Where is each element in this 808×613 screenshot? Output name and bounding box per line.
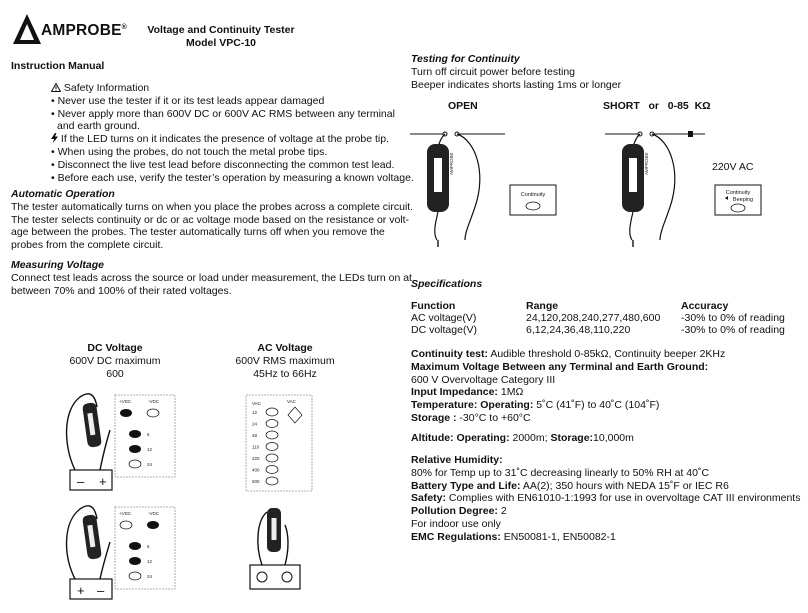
document-title (140, 24, 302, 50)
ac-level-led (266, 454, 278, 462)
spec-details-2 (411, 454, 803, 544)
amprobe-triangle-logo-icon (12, 13, 42, 45)
battery-plus-label: + (77, 583, 85, 598)
safety-item: and earth ground. (57, 120, 140, 133)
ac-vac-label: VAC (287, 399, 296, 404)
safety-section (51, 82, 414, 184)
dc-level-label: 6 (147, 432, 150, 437)
registered-mark: ® (121, 23, 127, 31)
beeping-label: Beeping (732, 197, 754, 203)
ac-voltage-line-1: 600V RMS maximum (235, 354, 335, 367)
ac-level-label: 600 (252, 479, 260, 484)
spec-label: Battery Type and Life: (411, 479, 521, 492)
ac-level-label: 12 (252, 410, 258, 415)
continuity-box-label: Continuity (520, 192, 546, 198)
spec-overvoltage: 600 V Overvoltage Category III (411, 373, 556, 386)
battery-plus-label: + (99, 474, 107, 489)
dc-led-panel (115, 507, 175, 589)
dc-voltage-line-2: 600 (106, 367, 124, 380)
spec-details-1 (411, 348, 803, 425)
ac-level-led (266, 431, 278, 439)
safety-item-led (51, 133, 401, 146)
spec-value: AA(2); 350 hours with NEDA 15˚F or IEC R6 (520, 479, 729, 492)
dc-plus-label: +VDC (119, 511, 132, 516)
ac-level-led (266, 477, 278, 485)
dc-voltage-line-1: 600V DC maximum (69, 354, 161, 367)
open-label: OPEN (448, 100, 478, 112)
dc-level-label: 12 (147, 559, 153, 564)
spec-value: -30°C to +60°C (456, 411, 531, 424)
ac-led-panel-illustration (245, 394, 315, 494)
continuity-box-label: Continuity (725, 190, 751, 196)
dc-voltage-caption (55, 342, 175, 380)
measuring-voltage-section (11, 259, 412, 297)
specifications-heading: Specifications (411, 278, 483, 290)
spec-storage (411, 412, 803, 425)
dc-led-panel (115, 395, 175, 477)
spec-altitude (411, 432, 803, 445)
automatic-operation-line: The tester selects continuity or dc or ac voltage mode based on the resistance or volt- (11, 213, 410, 226)
safety-item: • Never use the tester if it or its test leads appear damaged (51, 94, 325, 107)
spec-safety (411, 492, 803, 505)
ac-level-led (266, 420, 278, 428)
automatic-operation-section (11, 188, 414, 252)
spec-indoor: For indoor use only (411, 517, 501, 530)
ac-level-label: 24 (252, 421, 258, 427)
brand-logo (12, 13, 42, 45)
spec-value: 2 (497, 505, 507, 518)
ac-level-label: 220 (252, 456, 260, 461)
spec-label: Altitude: Operating: (411, 432, 510, 444)
safety-item: • Never apply more than 600V DC or 600V AC RMS between any terminal (51, 107, 395, 120)
measuring-voltage-line: between 70% and 100% of their rated voltages. (11, 284, 232, 297)
measuring-voltage-heading: Measuring Voltage (11, 259, 104, 271)
continuity-line: Beeper indicates shorts lasting 1ms or longer (411, 78, 622, 91)
spec-label: Storage : (411, 411, 457, 424)
dc-level-label: 24 (147, 462, 153, 467)
battery-minus-label: – (97, 583, 105, 598)
spec-emc (411, 531, 803, 544)
dc-level-label: 6 (147, 544, 150, 549)
safety-heading: Safety Information (63, 82, 150, 94)
spec-function-cell: DC voltage(V) (411, 324, 477, 336)
automatic-operation-heading: Automatic Operation (11, 188, 115, 200)
safety-item: • Disconnect the live test lead before disconnecting the common test lead. (51, 158, 395, 171)
dc-level-label: 24 (147, 574, 153, 579)
spec-value: 1MΩ (497, 386, 524, 399)
spec-battery (411, 480, 803, 493)
battery-minus-label: – (77, 474, 85, 489)
spec-humidity-label: Relative Humidity: (411, 454, 503, 466)
spec-accuracy-cell: -30% to 0% of reading (681, 312, 785, 324)
spec-value: 10,000m (593, 432, 634, 444)
spec-header-row (411, 300, 803, 312)
spec-range-cell: 6,12,24,36,48,110,220 (526, 324, 631, 336)
continuity-line: Turn off circuit power before testing (411, 65, 575, 78)
dc-minus-label: -VDC (148, 399, 159, 404)
ac-voltage-line-2: 45Hz to 66Hz (253, 367, 317, 380)
brand-name (41, 22, 127, 41)
dc-voltage-title: DC Voltage (87, 342, 143, 354)
safety-item: • When using the probes, do not touch the metal probe tips. (51, 145, 328, 158)
automatic-operation-line: probes from the complete circuit. (11, 239, 164, 252)
spec-label: Input Impedance: (411, 386, 498, 399)
dc-voltage-illustration-bottom (55, 497, 180, 603)
spec-accuracy-cell: -30% to 0% of reading (681, 324, 785, 336)
spec-temperature (411, 399, 803, 412)
spec-value: 2000m; (509, 432, 551, 444)
ac-level-led (266, 466, 278, 474)
ac-voltage-caption (225, 342, 345, 380)
dc-plus-label: +VDC (119, 399, 132, 404)
continuity-heading: Testing for Continuity (411, 53, 520, 65)
measuring-voltage-line: Connect test leads across the source or load under measurement, the LEDs turn on at (11, 271, 412, 284)
ac-level-label: 400 (252, 467, 260, 473)
spec-label: EMC Regulations: (411, 530, 501, 543)
ac-voltage-title: AC Voltage (257, 342, 313, 354)
spec-col-function: Function (411, 300, 456, 312)
ac-level-led (266, 443, 278, 451)
tester-open-icon (427, 144, 454, 212)
specifications-table (411, 300, 803, 340)
continuity-section (411, 53, 801, 91)
spec-label: Temperature: Operating: (411, 399, 534, 412)
dc-voltage-illustration-top (55, 385, 180, 495)
spec-function-cell: AC voltage(V) (411, 312, 477, 324)
tester-brand-label: AMPROBE (449, 152, 454, 175)
spec-label: Pollution Degree: (411, 505, 498, 518)
spec-label: Storage: (550, 432, 594, 444)
tester-brand-label: AMPROBE (644, 152, 649, 175)
dc-level-label: 12 (147, 447, 153, 452)
safety-heading-row (51, 82, 401, 95)
short-label: SHORT or 0-85 KΩ (603, 100, 711, 112)
spec-value: 5˚C (41˚F) to 40˚C (104˚F) (533, 399, 660, 412)
spec-col-range: Range (526, 300, 559, 312)
continuity-indicator-open (510, 185, 556, 215)
ac-outlet-illustration (245, 500, 315, 600)
automatic-operation-line: age between the probes. The tester automatically turns off when you remove the (11, 226, 385, 239)
lightning-icon (51, 133, 58, 143)
spec-max-voltage: Maximum Voltage Between any Terminal and Earth Ground: (411, 360, 709, 373)
title-line-2: Model VPC-10 (185, 37, 256, 50)
dc-minus-label: -VDC (148, 511, 159, 516)
spec-impedance (411, 386, 803, 399)
spec-value: EN50081-1, EN50082-1 (500, 530, 616, 543)
spec-col-accuracy: Accuracy (681, 300, 729, 312)
spec-row (411, 312, 803, 324)
spec-label: Safety: (411, 492, 447, 505)
title-line-1: Voltage and Continuity Tester (147, 24, 295, 36)
spec-continuity-test (411, 348, 803, 361)
spec-humidity-value: 80% for Temp up to 31˚C decreasing linearly to 50% RH at 40˚C (411, 466, 710, 479)
manual-heading: Instruction Manual (11, 60, 105, 72)
ac-level-label: 48 (252, 433, 258, 438)
spec-label: Continuity test: (411, 348, 488, 360)
spec-pollution (411, 505, 803, 518)
safety-item: • Before each use, verify the tester’s operation by measuring a known voltage. (51, 171, 414, 184)
safety-item-text: If the LED turns on it indicates the presence of voltage at the probe tip. (60, 133, 389, 146)
spec-row (411, 324, 803, 336)
tester-short-icon (622, 144, 649, 212)
ac-220v-label: 220V AC (712, 161, 754, 173)
spec-value: Complies with EN61010-1:1993 for use in overvoltage CAT III environments (446, 492, 801, 505)
automatic-operation-line: The tester automatically turns on when you place the probes across a complete circuit. (11, 200, 414, 213)
ac-level-label: 110 (252, 444, 260, 450)
warning-icon (51, 83, 61, 92)
spec-range-cell: 24,120,208,240,277,480,600 (526, 312, 661, 324)
continuity-diagram (405, 112, 800, 247)
spec-value: Audible threshold 0-85kΩ, Continuity beeper 2KHz (488, 348, 726, 360)
ac-level-led (266, 408, 278, 416)
ac-panel-label: VAC (252, 401, 261, 406)
resistor-icon (688, 131, 693, 137)
brand-name-text: AMPROBE (41, 22, 122, 39)
